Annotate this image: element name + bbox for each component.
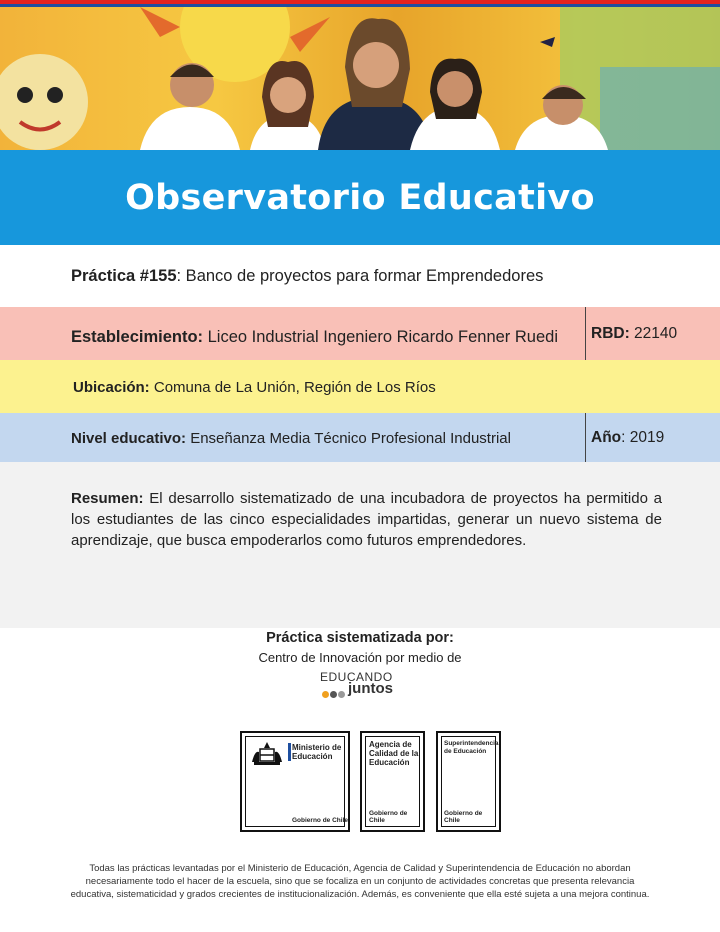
ubicacion-row	[0, 360, 720, 413]
educando-juntos-logo	[320, 670, 405, 702]
establecimiento-label: Establecimiento:	[71, 328, 204, 346]
anio-label: Año	[591, 429, 622, 446]
logo-agencia-name: Agencia de Calidad de la Educación	[369, 740, 419, 767]
nivel-cell	[71, 413, 511, 462]
establecimiento-cell	[71, 307, 558, 360]
ubicacion-value: Comuna de La Unión, Región de Los Ríos	[149, 379, 436, 396]
rbd-cell	[585, 307, 677, 360]
disclaimer-footer: Todas las prácticas levantadas por el Ministerio de Educación, Agencia de Calidad y Superintendencia de Educación no abordan necesariamente todo el hacer de la escuela, sino que se focaliza en un conjunto de actividades concretas que presenta relevancia educativa, sistematicidad y grados crecientes de institucionalización. Además, es conveniente que ella esté sujeta a una mejora continua.	[70, 863, 650, 900]
sistematizada-subtitle: Centro de Innovación por medio de	[258, 650, 462, 665]
nivel-value: Enseñanza Media Técnico Profesional Industrial	[186, 430, 511, 447]
establecimiento-value: Liceo Industrial Ingeniero Ricardo Fenner Ruedi	[203, 328, 558, 346]
educando-logo-line1: EDUCANDO	[320, 670, 393, 684]
sistematizada-block	[0, 630, 720, 665]
resumen-label: Resumen:	[71, 490, 144, 507]
rbd-label: RBD:	[591, 325, 630, 342]
logo-agencia-footer: Gobierno de Chile	[369, 810, 408, 824]
logo-superintendencia-footer: Gobierno de Chile	[444, 810, 483, 824]
logo-ministerio-name: Ministerio de Educación	[292, 743, 342, 761]
establecimiento-row	[0, 307, 720, 360]
logo-superintendencia-name: Superintendencia de Educación	[444, 740, 499, 755]
practica-label: Práctica #155	[71, 267, 177, 285]
practica-value: : Banco de proyectos para formar Emprendedores	[176, 267, 544, 285]
nivel-row	[0, 413, 720, 462]
resumen-section	[0, 462, 720, 628]
educando-dots-icon	[322, 685, 346, 703]
rbd-value: 22140	[629, 325, 678, 342]
title-banner	[0, 150, 720, 245]
educando-logo-line2: juntos	[348, 680, 393, 697]
anio-value: : 2019	[621, 429, 665, 446]
anio-cell	[585, 413, 664, 462]
logo-ministerio-footer: Gobierno de Chile	[292, 817, 348, 824]
resumen-text: El desarrollo sistematizado de una incubadora de proyectos ha permitido a los estudiantes de las cinco especialidades impartidas, generar un nuevo sistema de aprendizaje, que busca empoderarlos como futuros emprendedores.	[71, 490, 662, 549]
logo-superintendencia	[436, 731, 501, 832]
page-title: Observatorio Educativo	[125, 177, 595, 218]
ubicacion-cell	[73, 360, 436, 413]
logo-ministerio	[240, 731, 350, 832]
nivel-label: Nivel educativo:	[71, 430, 187, 447]
logo-agencia	[360, 731, 425, 832]
ubicacion-label: Ubicación:	[73, 379, 150, 396]
practica-row	[0, 245, 720, 307]
chile-coat-of-arms-icon	[250, 740, 284, 768]
header-photo	[0, 7, 720, 150]
sistematizada-title: Práctica sistematizada por:	[266, 630, 454, 646]
